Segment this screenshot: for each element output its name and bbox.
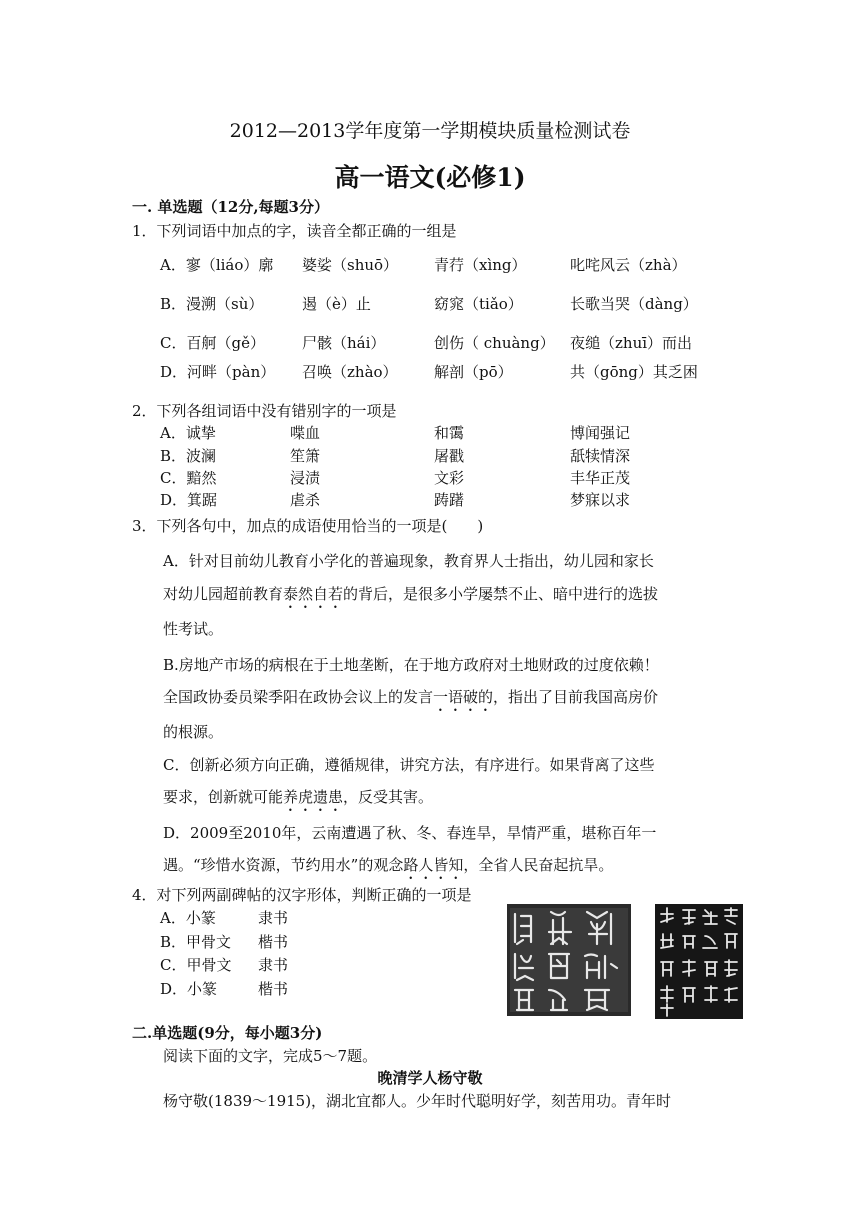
q2-d-1: D．箕踞	[160, 491, 218, 509]
q3-d-line1: D．2009至2010年，云南遭遇了秋、冬、春连旱，旱情严重，堪称百年一	[163, 824, 657, 842]
q2-d-4: 梦寐以求	[570, 491, 631, 509]
q3-d-idiom: 路人皆知	[403, 856, 464, 874]
q3-stem: 3．下列各句中，加点的成语使用恰当的一项是( )	[132, 517, 484, 535]
q1-b-3: 窈窕（tiǎo）	[434, 295, 523, 313]
q3-b-line3: 的根源。	[163, 723, 224, 741]
q2-b-4: 舐犊情深	[570, 447, 631, 465]
q1-c-3: 创伤（ chuàng）	[434, 334, 555, 352]
q1-c-2: 尸骸（hái）	[302, 334, 386, 352]
q4-b-1: B．甲骨文	[160, 933, 232, 951]
exam-subtitle: 高一语文(必修1)	[334, 163, 526, 192]
q3-a-line3: 性考试。	[163, 620, 224, 638]
q2-a-4: 博闻强记	[570, 424, 631, 442]
q2-d-2: 虐杀	[290, 491, 321, 509]
q1-b-1: B．漫溯（sù）	[160, 295, 264, 313]
section2-intro: 阅读下面的文字，完成5～7题。	[163, 1047, 378, 1065]
q1-a-3: 青荇（xìng）	[434, 256, 527, 274]
q3-b-line2	[163, 686, 658, 715]
q2-a-1: A．诚挚	[160, 424, 216, 442]
q3-d-line2	[163, 854, 613, 883]
q1-a-1: A．寥（liáo）廓	[160, 256, 274, 274]
q2-c-1: C．黯然	[160, 469, 217, 487]
q1-a-2: 婆娑（shuō）	[302, 256, 399, 274]
q1-d-3: 解剖（pō）	[434, 363, 513, 381]
q4-a-1: A．小篆	[160, 909, 216, 927]
q1-c-1: C．百舸（gě）	[160, 334, 265, 352]
q4-a-2: 隶书	[258, 909, 289, 927]
article-line1: 杨守敬(1839～1915)，湖北宜都人。少年时代聪明好学，刻苦用功。青年时	[163, 1092, 672, 1110]
q3-a-idiom: 泰然自若	[283, 585, 344, 603]
q2-stem: 2．下列各组词语中没有错别字的一项是	[132, 402, 397, 420]
q3-c-line2	[163, 786, 433, 815]
q3-a-line1: A．针对目前幼儿教育小学化的普遍现象，教育界人士指出，幼儿园和家长	[163, 552, 654, 570]
q3-b-line2-post: ，指出了目前我国高房价	[493, 688, 659, 706]
q2-c-3: 文彩	[434, 469, 465, 487]
q3-c-line2-post: ，反受其害。	[343, 788, 434, 806]
q1-d-4: 共（gōng）其乏困	[570, 363, 698, 381]
q2-row-d	[160, 489, 680, 511]
q2-b-2: 笙箫	[290, 447, 321, 465]
q3-b-line2-pre: 全国政协委员梁季阳在政协会议上的发言	[163, 688, 434, 706]
q2-b-1: B．波澜	[160, 447, 217, 465]
q3-c-line1: C．创新必须方向正确，遵循规律，讲究方法，有序进行。如果背离了这些	[163, 756, 655, 774]
q4-b-2: 楷书	[258, 933, 289, 951]
q3-c-line2-pre: 要求，创新就可能	[163, 788, 284, 806]
section2-heading: 二.单选题(9分，每小题3分)	[132, 1024, 323, 1042]
q2-a-2: 喋血	[290, 424, 321, 442]
q4-d-1: D．小篆	[160, 980, 218, 998]
q2-row-b	[160, 445, 680, 467]
q1-d-1: D．河畔（pàn）	[160, 363, 276, 381]
stele-rubbing-image-1	[507, 904, 631, 1016]
section1-heading: 一. 单选题（12分,每题3分）	[132, 198, 329, 216]
q2-c-4: 丰华正茂	[570, 469, 631, 487]
q2-row-a	[160, 422, 680, 444]
q3-b-idiom: 一语破的	[433, 688, 494, 706]
q3-c-idiom: 养虎遗患	[283, 788, 344, 806]
exam-title: 2012—2013学年度第一学期模块质量检测试卷	[229, 120, 631, 142]
q2-a-3: 和霭	[434, 424, 465, 442]
q1-c-4: 夜缒（zhuī）而出	[570, 334, 693, 352]
q2-row-c	[160, 467, 680, 489]
q3-d-line2-post: ，全省人民奋起抗旱。	[463, 856, 614, 874]
q3-a-line2-post: 的背后，是很多小学屡禁不止、暗中进行的选拔	[343, 585, 659, 603]
q1-a-4: 叱咤风云（zhà）	[570, 256, 687, 274]
q4-d-2: 楷书	[258, 980, 289, 998]
q3-a-line2-pre: 对幼儿园超前教育	[163, 585, 284, 603]
q4-c-1: C．甲骨文	[160, 956, 232, 974]
q3-b-line1: B.房地产市场的病根在于土地垄断，在于地方政府对土地财政的过度依赖！	[163, 656, 659, 674]
article-title: 晚清学人杨守敬	[377, 1069, 483, 1087]
q1-b-2: 遏（è）止	[302, 295, 371, 313]
q1-d-2: 召唤（zhào）	[302, 363, 398, 381]
q2-c-2: 浸渍	[290, 469, 321, 487]
stele-rubbing-image-2	[655, 904, 743, 1019]
q3-a-line2	[163, 583, 658, 612]
q4-c-2: 隶书	[258, 956, 289, 974]
q4-stem: 4．对下列两副碑帖的汉字形体，判断正确的一项是	[132, 886, 472, 904]
q3-d-line2-pre: 遇。“珍惜水资源，节约用水”的观念	[163, 856, 404, 874]
q2-b-3: 屠戳	[434, 447, 465, 465]
q2-d-3: 踌躇	[434, 491, 465, 509]
q1-stem: 1．下列词语中加点的字，读音全都正确的一组是	[132, 222, 457, 240]
q1-b-4: 长歌当哭（dàng）	[570, 295, 698, 313]
